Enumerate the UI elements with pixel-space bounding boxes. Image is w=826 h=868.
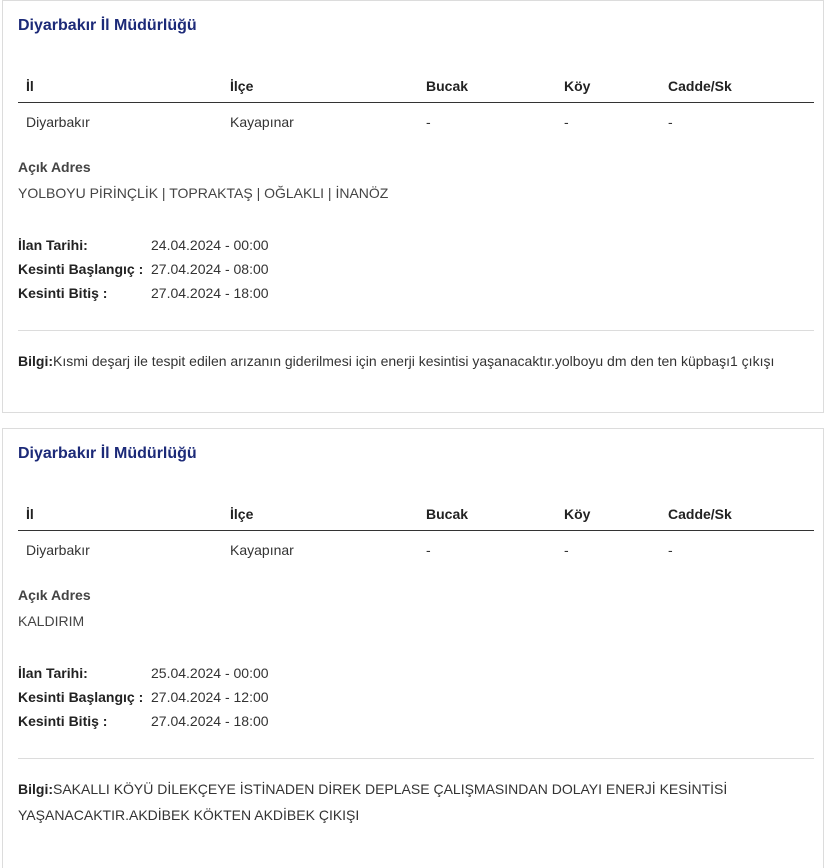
- header-ilce: İlçe: [222, 497, 418, 531]
- card-title: Diyarbakır İl Müdürlüğü: [18, 17, 197, 34]
- outage-end-row: [18, 283, 269, 307]
- location-table: [18, 69, 814, 141]
- address-value: YOLBOYU PİRİNÇLİK | TOPRAKTAŞ | OĞLAKLI | İNANÖZ: [18, 185, 389, 201]
- info-body: SAKALLI KÖYÜ DİLEKÇEYE İSTİNADEN DİREK DEPLASE ÇALIŞMASINDAN DOLAYI ENERJİ KESİNTİSİ YAŞANACAKTIR.AKDİBEK KÖKTEN AKDİBEK ÇIKIŞI: [18, 781, 728, 823]
- outage-start-row: [18, 687, 269, 711]
- announcement-date-value: 25.04.2024 - 00:00: [151, 665, 269, 681]
- outage-card-1: [2, 0, 824, 413]
- divider: [18, 330, 814, 331]
- outage-start-label: Kesinti Başlangıç :: [18, 689, 144, 705]
- info-text: [18, 348, 808, 374]
- announcement-date-row: [18, 663, 269, 687]
- card-title: Diyarbakır İl Müdürlüğü: [18, 445, 197, 462]
- cell-koy: -: [564, 114, 569, 130]
- cell-il: Diyarbakır: [26, 114, 90, 130]
- info-text: [18, 776, 808, 828]
- dates-block: [18, 235, 269, 307]
- cell-cadde: -: [668, 542, 673, 558]
- cell-ilce: Kayapınar: [230, 542, 294, 558]
- outage-start-value: 27.04.2024 - 08:00: [151, 261, 269, 277]
- cell-bucak: -: [426, 114, 431, 130]
- outage-end-value: 27.04.2024 - 18:00: [151, 713, 269, 729]
- table-header-row: [18, 69, 814, 103]
- header-bucak: Bucak: [418, 69, 556, 103]
- outage-start-label: Kesinti Başlangıç :: [18, 261, 144, 277]
- header-ilce: İlçe: [222, 69, 418, 103]
- address-value: KALDIRIM: [18, 613, 85, 629]
- address-label: Açık Adres: [18, 587, 91, 603]
- announcement-date-label: İlan Tarihi:: [18, 237, 88, 253]
- table-header-row: [18, 497, 814, 531]
- outage-end-label: Kesinti Bitiş :: [18, 285, 108, 301]
- cell-cadde: -: [668, 114, 673, 130]
- announcement-date-label: İlan Tarihi:: [18, 665, 88, 681]
- table-row: [18, 531, 814, 570]
- outage-end-row: [18, 711, 269, 735]
- header-bucak: Bucak: [418, 497, 556, 531]
- header-cadde: Cadde/Sk: [660, 69, 814, 103]
- table-row: [18, 103, 814, 142]
- outage-start-value: 27.04.2024 - 12:00: [151, 689, 269, 705]
- header-il: İl: [18, 69, 222, 103]
- cell-il: Diyarbakır: [26, 542, 90, 558]
- outage-end-label: Kesinti Bitiş :: [18, 713, 108, 729]
- outage-end-value: 27.04.2024 - 18:00: [151, 285, 269, 301]
- location-table: [18, 497, 814, 569]
- header-il: İl: [18, 497, 222, 531]
- dates-block: [18, 663, 269, 735]
- outage-card-2: [2, 428, 824, 868]
- header-cadde: Cadde/Sk: [660, 497, 814, 531]
- info-body: Kısmi deşarj ile tespit edilen arızanın giderilmesi için enerji kesintisi yaşanacaktır.yolboyu dm den ten küpbaşı1 çıkışı: [53, 353, 775, 369]
- announcement-date-row: [18, 235, 269, 259]
- cell-bucak: -: [426, 542, 431, 558]
- info-label: Bilgi:: [18, 353, 53, 369]
- info-label: Bilgi:: [18, 781, 53, 797]
- announcement-date-value: 24.04.2024 - 00:00: [151, 237, 269, 253]
- header-koy: Köy: [556, 69, 660, 103]
- address-label: Açık Adres: [18, 159, 91, 175]
- header-koy: Köy: [556, 497, 660, 531]
- divider: [18, 758, 814, 759]
- cell-ilce: Kayapınar: [230, 114, 294, 130]
- outage-start-row: [18, 259, 269, 283]
- cell-koy: -: [564, 542, 569, 558]
